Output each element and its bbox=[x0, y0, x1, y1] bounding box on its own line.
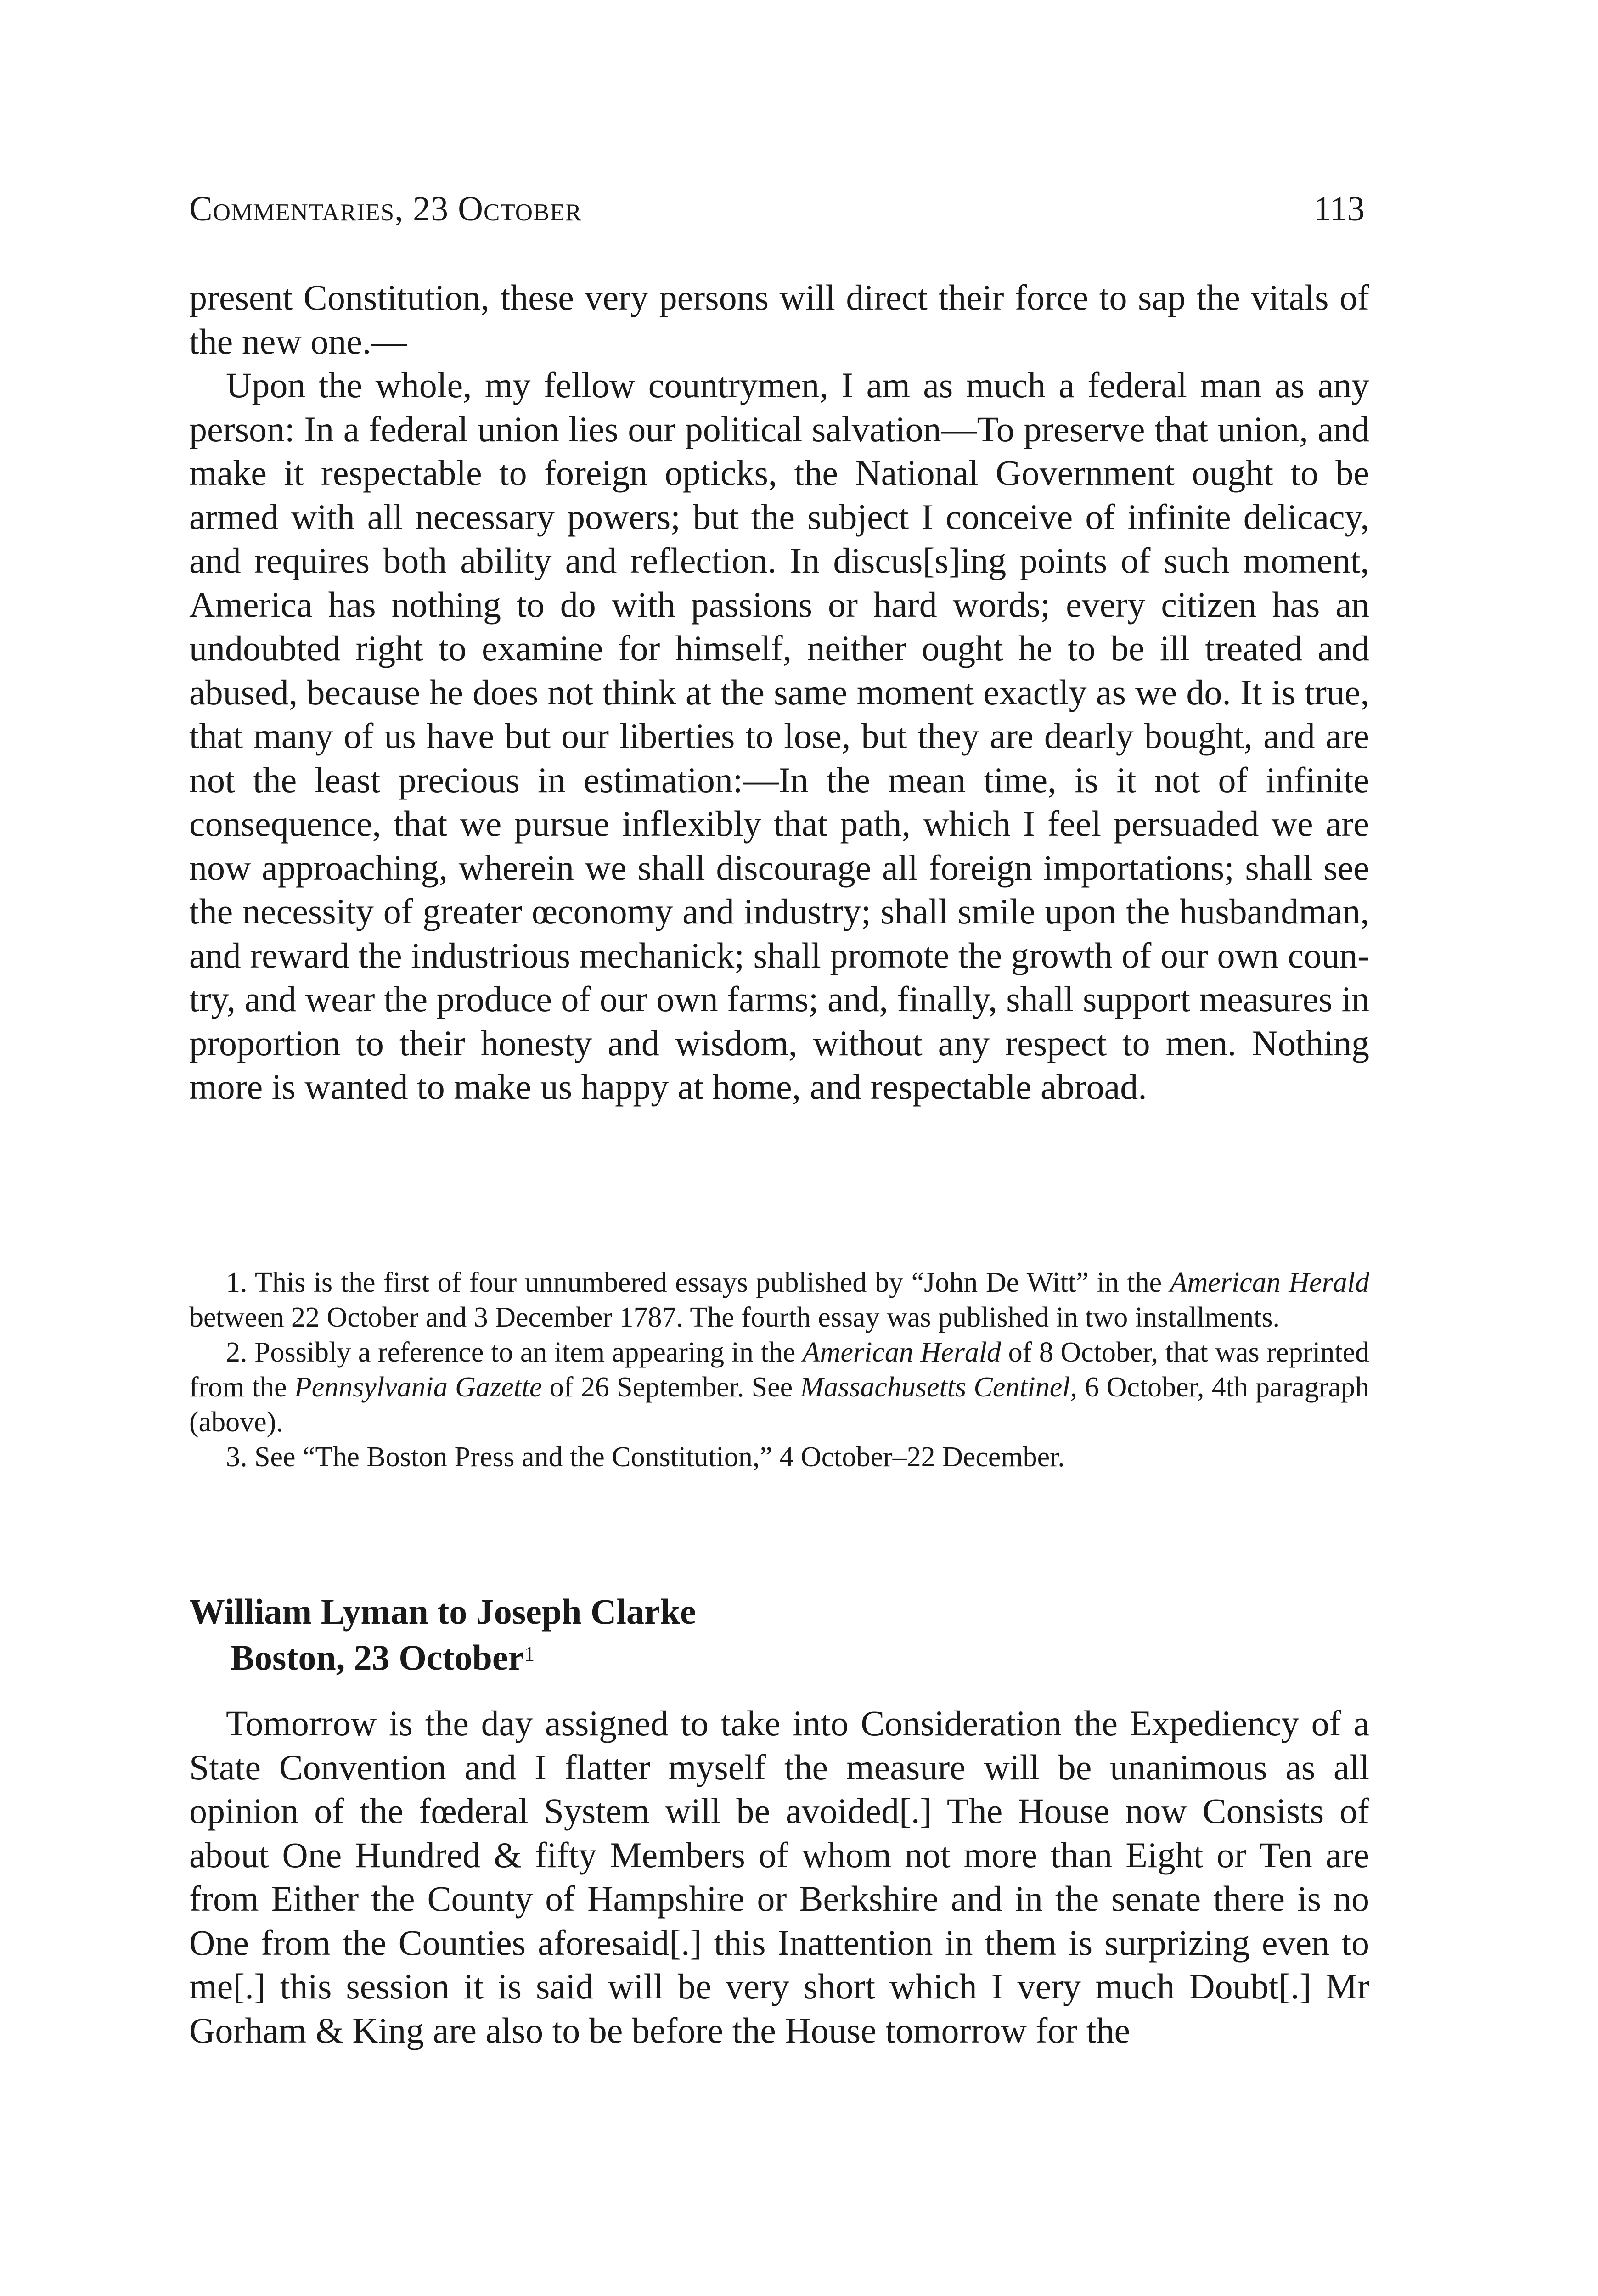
essay-paragraph-1: present Constitution, these very persons will direct their force to sap the vitals of the new one.— bbox=[189, 277, 1369, 361]
letter-body bbox=[189, 1701, 1369, 2052]
footnote-2: 2. Possibly a reference to an item appearing in the American Herald of 8 October, that was reprinted from the Pennsylvania Gazette of 26 September. See Massachusetts Centinel, 6 October, 4th paragraph (above). bbox=[189, 1337, 1370, 1438]
heading-dateline: Boston, 23 October$^1$ bbox=[231, 1638, 535, 1677]
footnotes bbox=[189, 1265, 1369, 1474]
heading-footnote-mark: 1 bbox=[524, 1642, 535, 1666]
footnote-3: 3. See “The Boston Press and the Constitution,” 4 October–22 December. bbox=[226, 1441, 1065, 1473]
running-head-title: Commentaries, 23 October bbox=[189, 190, 582, 228]
letter-paragraph-1: Tomorrow is the day assigned to take into Consideration the Expediency of a State Convention and I flatter myself the measure will be unanimous as all opinion of the fœderal System will be avoided[.] The House now Consists of about One Hundred & fifty Members of whom not more than Eight or Ten are from Either the County of Hampshire or Berkshire and in the senate there is no One from the Counties aforesaid[.] this Inattention in them is surprizing even to me[.] this session it is said will be very short which I very much Doubt[.] Mr Gorham & King are also to be before the House tomorrow for the bbox=[189, 1703, 1369, 2050]
footnote-1: 1. This is the first of four unnumbered essays published by “John De Witt” in the American Herald between 22 October and 3 December 1787. The fourth essay was published in two installments. bbox=[189, 1267, 1369, 1333]
essay-body bbox=[189, 276, 1369, 1109]
page-number: 113 bbox=[1313, 190, 1365, 228]
document-heading bbox=[189, 1589, 1369, 1681]
heading-title: William Lyman to Joseph Clarke bbox=[189, 1592, 696, 1632]
essay-paragraph-2: Upon the whole, my fellow countrymen, I am as much a federal man as any person: In a federal union lies our political salvation—To preserve that union, and make it respectable to foreign opticks, the National Government ought to be armed with all necessary powers; but the subject I conceive of infinite delicacy, and requires both ability and reflection. In discus[s]ing points of such moment, America has nothing to do with passions or hard words; every citizen has an undoubted right to examine for himself, neither ought he to be ill treated and abused, because he does not think at the same moment exactly as we do. It is true, that many of us have but our liberties to lose, but they are dearly bought, and are not the least precious in estimation:—In the mean time, is it not of infinite consequence, that we pursue inflexibly that path, which I feel persuaded we are now approaching, wherein we shall discourage all foreign importations; shall see the necessity of greater œconomy and industry; shall smile upon the husbandman, and reward the industrious mechanick; shall promote the growth of our own country, and wear the produce of our own farms; and, finally, shall support measures in proportion to their honesty and wisdom, without any respect to men. Nothing more is wanted to make us happy at home, and respectable abroad. bbox=[189, 365, 1369, 1107]
running-head bbox=[189, 184, 1365, 234]
